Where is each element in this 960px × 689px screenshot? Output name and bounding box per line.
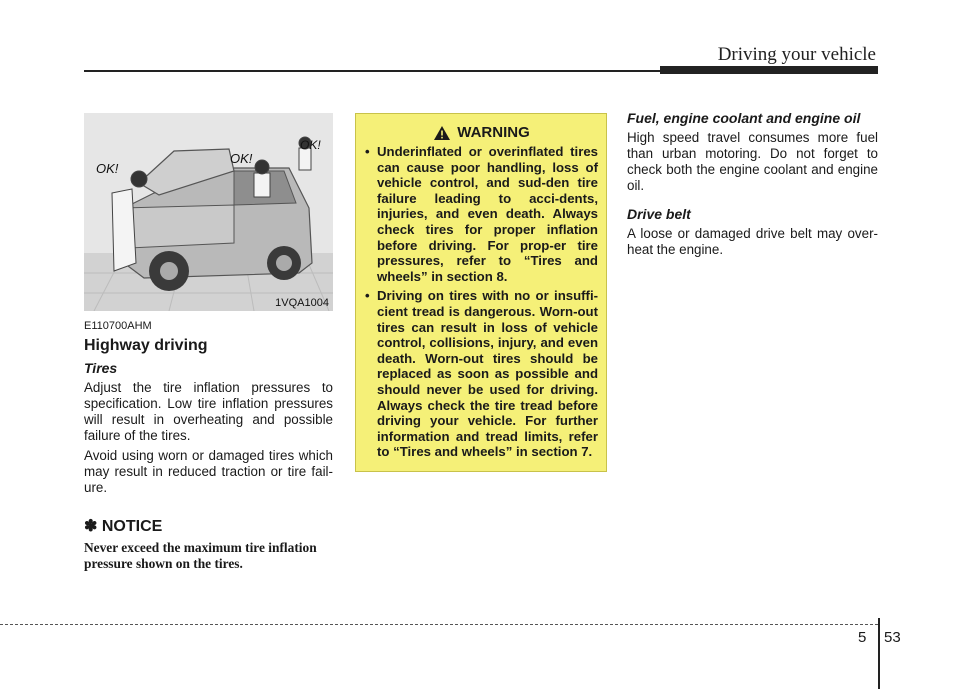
section-title: Driving your vehicle	[717, 44, 876, 65]
callout-ok-1: OK!	[96, 161, 119, 176]
car-inspection-illustration	[84, 113, 333, 311]
tires-paragraph-2: Avoid using worn or damaged tires which may result in reduced traction or tire fail-ure.	[84, 448, 333, 495]
drive-belt-paragraph: A loose or damaged drive belt may over-heat the engine.	[627, 226, 878, 257]
page-number: 53	[884, 629, 901, 646]
subheading-tires: Tires	[84, 360, 118, 376]
warning-item-tire-tread: • Driving on tires with no or insuffi-cient tread is dangerous. Worn-out tires can result in loss of vehicle control, collisions, injury, and even death. Worn-out tires should be replaced as soon as possible and should never be used for driving. Always check the tire tread before driving your vehicle. For further information and tread limits, refer to “Tires and wheels” in section 7.	[365, 288, 598, 460]
heading-fuel-coolant-oil: Fuel, engine coolant and engine oil	[627, 110, 861, 126]
header-rule	[84, 70, 660, 72]
fuel-paragraph: High speed travel consumes more fuel than urban motoring. Do not forget to check both the engine coolant and engine oil.	[627, 130, 878, 193]
chapter-number: 5	[858, 629, 867, 646]
footer-rule	[0, 624, 878, 625]
warning-triangle-icon	[433, 125, 451, 141]
warning-box	[355, 113, 607, 472]
heading-drive-belt: Drive belt	[627, 206, 691, 222]
warning-list	[365, 144, 598, 460]
callout-ok-2: OK!	[230, 151, 253, 166]
header-bar	[660, 66, 878, 74]
right-column	[627, 110, 878, 258]
heading-highway-driving: Highway driving	[84, 337, 208, 354]
notice-heading: ✽ NOTICE	[84, 518, 163, 535]
callout-ok-3: OK!	[300, 138, 321, 152]
tires-paragraph-1: Adjust the tire inflation pressures to specification. Low tire inflation pressures will result in overheating and possible failure of the tires.	[84, 380, 333, 443]
notice-text: Never exceed the maximum tire inflation pressure shown on the tires.	[84, 540, 317, 571]
warning-title-text: WARNING	[457, 124, 530, 141]
illustration-code: 1VQA1004	[275, 297, 329, 309]
footer-divider	[878, 618, 880, 689]
left-column	[84, 113, 333, 572]
warning-item-tire-pressure: • Underinflated or overinflated tires can cause poor handling, loss of vehicle control, and sud-den tire failure leading to acci-dents, injuries, and even death. Always check tires for proper inflation before driving. For prop-er tire pressures, refer to “Tires and wheels” in section 8.	[365, 144, 598, 284]
car-illustration-drawing	[84, 113, 333, 311]
warning-title	[365, 124, 598, 141]
section-code: E110700AHM	[84, 320, 152, 332]
